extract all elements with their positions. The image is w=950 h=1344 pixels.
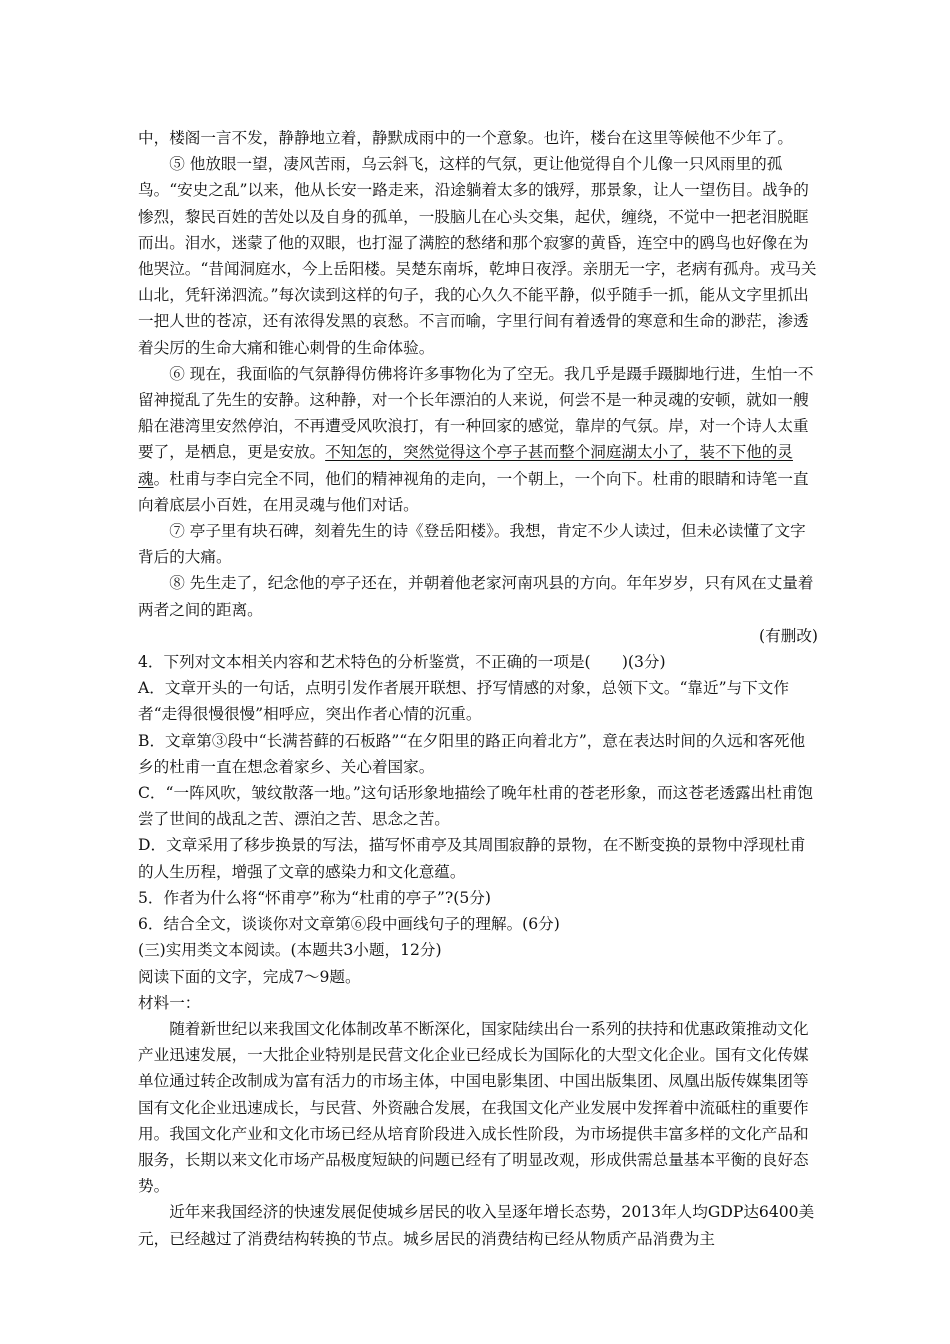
question-4-option-b: B．文章第③段中“长满苔藓的石板路”“在夕阳里的路正向着北方”，意在表达时间的久远和客死他乡的杜甫一直在想念着家乡、关心着国家。	[138, 731, 806, 776]
section-3-instruction: 阅读下面的文字，完成7～9题。	[138, 967, 361, 986]
question-6: 6．结合全文，谈谈你对文章第⑥段中画线句子的理解。(6分)	[138, 915, 560, 934]
paragraph-6-text-a: ⑥ 现在，我面临的气氛静得仿佛将许多事物化为了空无。我几乎是蹑手蹑脚地行进，生怕一不留神搅乱了先生的安静。这种静，对一个长年漂泊的人来说，何尝不是一种灵魂的安顿，就如一艘船在港湾里安然停泊，不再遭受风吹浪打，有一种回家的感觉，靠岸的气氛。岸，对一个诗人太重要了，是栖息，更是安放。	[138, 364, 814, 462]
question-4-option-a: A．文章开头的一句话，点明引发作者展开联想、抒写情感的对象，总领下文。“靠近”与下文作者“走得很慢很慢”相呼应，突出作者心情的沉重。	[138, 679, 789, 724]
material-1-label: 材料一：	[138, 993, 201, 1012]
article-paragraph-continued: 中，楼阁一言不发，静静地立着，静默成雨中的一个意象。也许，楼台在这里等候他不少年了。	[138, 129, 793, 147]
article-paragraph-8: ⑧ 先生走了，纪念他的亭子还在，并朝着他老家河南巩县的方向。年年岁岁，只有风在丈量着两者之间的距离。	[138, 574, 814, 619]
question-4-option-c: C．“一阵风吹，皱纹散落一地。”这句话形象地描绘了晚年杜甫的苍老形象，而这苍老透露出杜甫饱尝了世间的战乱之苦、漂泊之苦、思念之苦。	[138, 784, 814, 829]
article-paragraph-7: ⑦ 亭子里有块石碑，刻着先生的诗《登岳阳楼》。我想，肯定不少人读过，但未必读懂了文字背后的大痛。	[138, 522, 806, 567]
article-paragraph-5: ⑤ 他放眼一望，凄风苦雨，乌云斜飞，这样的气氛，更让他觉得自个儿像一只风雨里的孤鸟。“安史之乱”以来，他从长安一路走来，沿途躺着太多的饿殍，那景象，让人一望伤目。战争的惨烈，黎民百姓的苦处以及自身的孤单，一股脑儿在心头交集，起伏，缠绕，不觉中一把老泪脱眶而出。泪水，迷蒙了他的双眼，也打湿了满腔的愁绪和那个寂寥的黄昏，连空中的鸥鸟也好像在为他哭泣。“昔闻洞庭水，今上岳阳楼。吴楚东南坼，乾坤日夜浮。亲朋无一字，老病有孤舟。戎马关山北，凭轩涕泗流。”每次读到这样的句子，我的心久久不能平静，似乎随手一抓，能从文字里抓出一把人世的苍凉，还有浓得发黑的哀愁。不言而喻，字里行间有着透骨的寒意和生命的渺茫，渗透着尖厉的生命大痛和锥心刺骨的生命体验。	[138, 155, 817, 357]
edit-note: (有删改)	[759, 626, 818, 645]
question-4-option-d: D．文章采用了移步换景的写法，描写怀甫亭及其周围寂静的景物，在不断变换的景物中浮现杜甫的人生历程，增强了文章的感染力和文化意蕴。	[138, 836, 806, 881]
underlined-sentence: 不知怎的，突然觉得这个亭子甚而整个洞庭湖太小了，装不下他的灵魂	[138, 443, 793, 488]
material-1-paragraph-1: 随着新世纪以来我国文化体制改革不断深化，国家陆续出台一系列的扶持和优惠政策推动文化产业迅速发展，一大批企业特别是民营文化企业已经成长为国际化的大型文化企业。国有文化传媒单位通过转企改制成为富有活力的市场主体，中国电影集团、中国出版集团、凤凰出版传媒集团等国有文化企业迅速成长，与民营、外资融合发展，在我国文化产业发展中发挥着中流砥柱的重要作用。我国文化产业和文化市场已经从培育阶段进入成长性阶段，为市场提供丰富多样的文化产品和服务，长期以来文化市场产品极度短缺的问题已经有了明显改观，形成供需总量基本平衡的良好态势。	[138, 1019, 809, 1196]
paragraph-6-text-b: 。杜甫与李白完全不同，他们的精神视角的走向，一个朝上，一个向下。杜甫的眼睛和诗笔一直向着底层小百姓，在用灵魂与他们对话。	[138, 469, 809, 514]
article-paragraph-6	[138, 361, 818, 518]
section-3-heading: (三)实用类文本阅读。(本题共3小题，12分)	[138, 941, 442, 960]
question-4: 4．下列对文本相关内容和艺术特色的分析鉴赏，不正确的一项是( )(3分)	[138, 653, 666, 672]
question-5: 5．作者为什么将“怀甫亭”称为“杜甫的亭子”?(5分)	[138, 888, 491, 907]
document-page	[138, 125, 818, 1252]
material-1-paragraph-2: 近年来我国经济的快速发展促使城乡居民的收入呈逐年增长态势，2013年人均GDP达6400美元，已经越过了消费结构转换的节点。城乡居民的消费结构已经从物质产品消费为主	[138, 1203, 815, 1248]
